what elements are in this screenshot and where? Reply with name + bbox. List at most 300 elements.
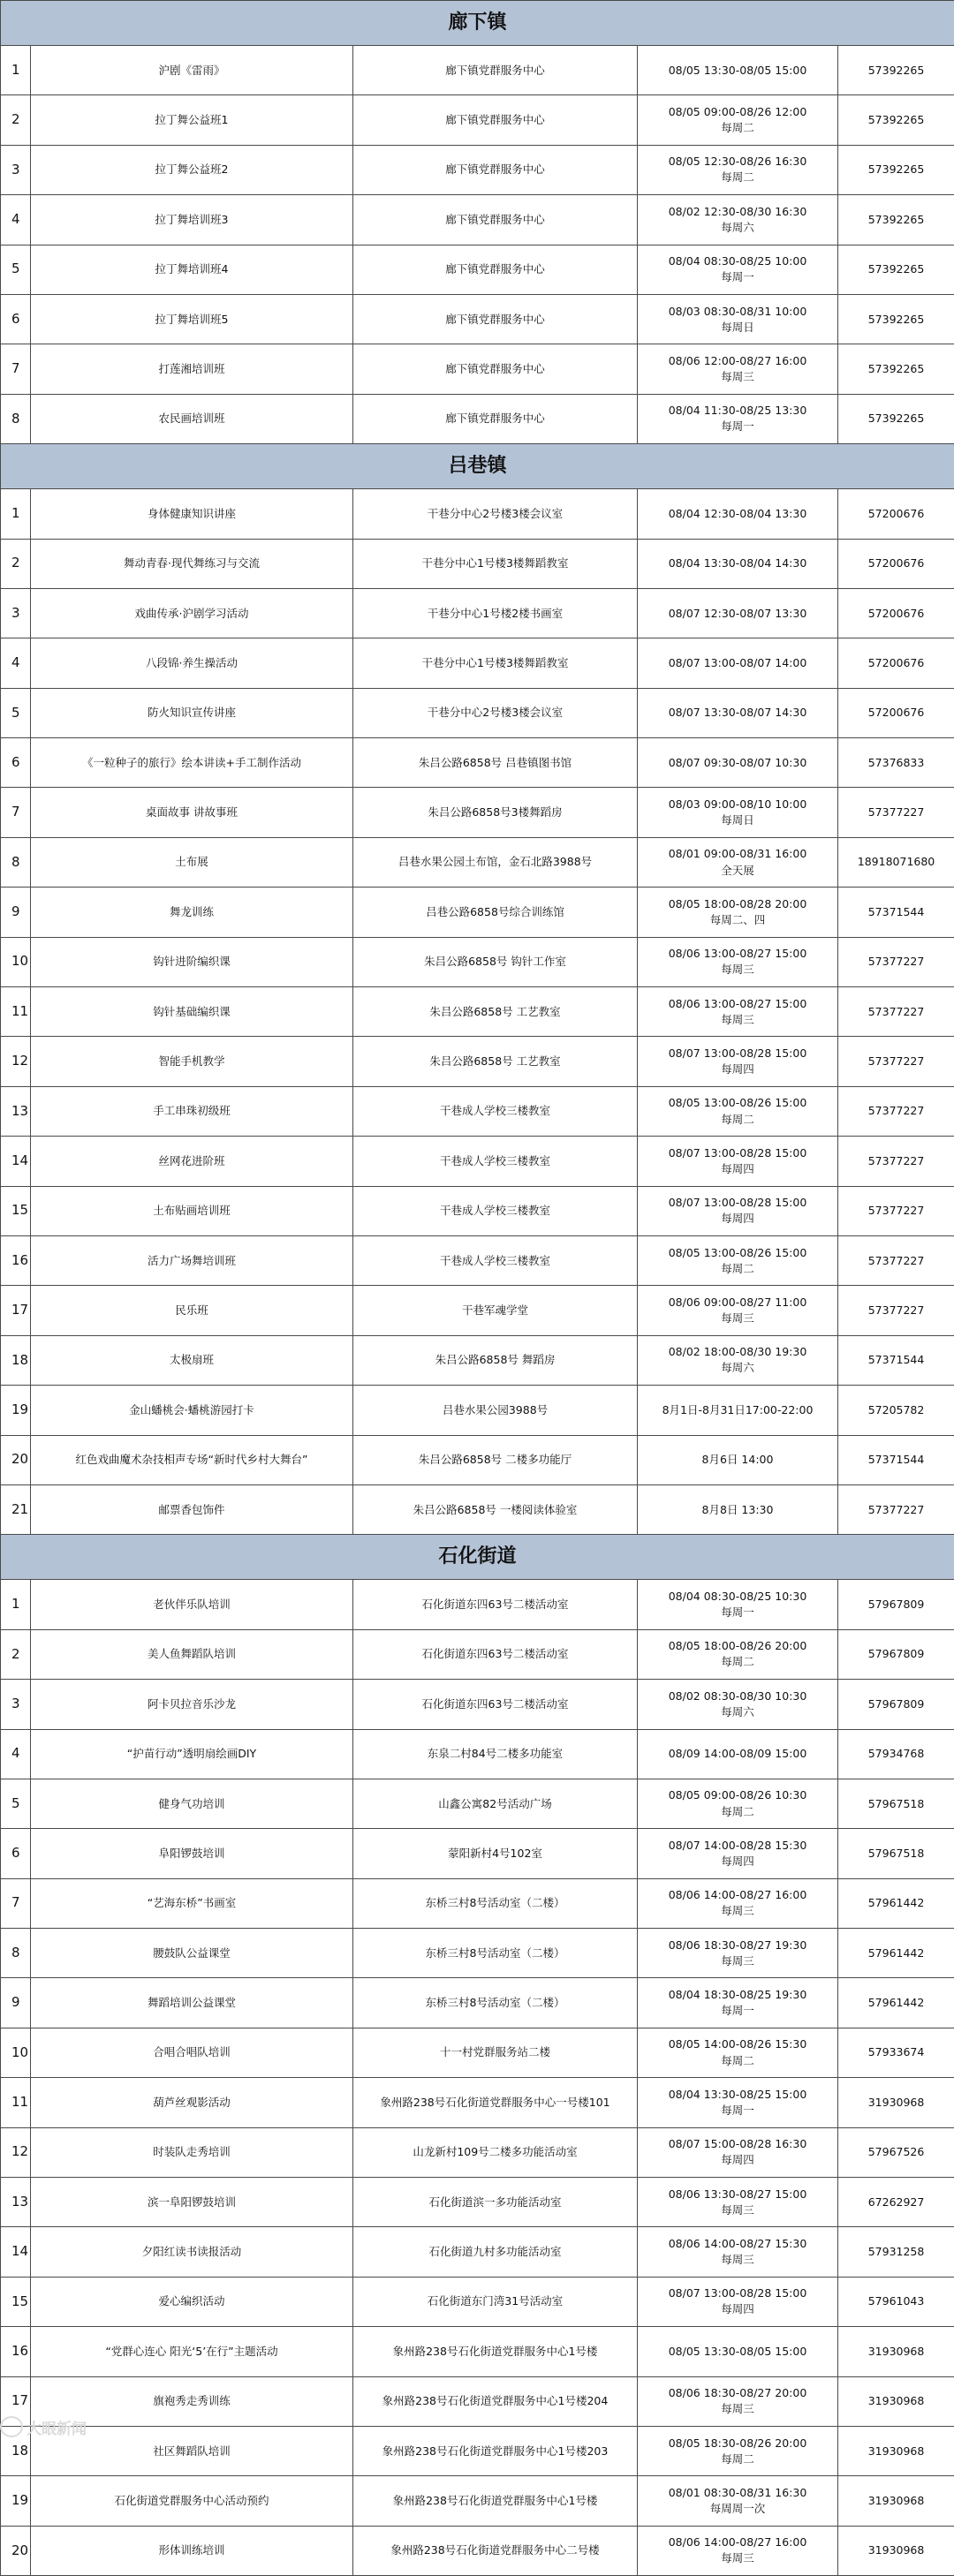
time-range: 08/07 13:30-08/07 14:30 [643,705,832,721]
activity-place: 朱吕公路6858号 二楼多功能厅 [353,1435,638,1484]
activity-name: 邮票香包饰件 [31,1484,353,1534]
activity-time [638,2526,838,2575]
time-range: 08/07 12:30-08/07 13:30 [643,606,832,622]
time-range: 08/05 18:00-08/28 20:00 [643,896,832,912]
activity-name: 防火知识宣传讲座 [31,688,353,737]
activity-place: 廊下镇党群服务中心 [353,46,638,95]
table-row [1,1580,954,1629]
contact-phone: 57377227 [838,1186,954,1235]
row-number: 8 [1,837,31,887]
activity-name: 钩针进阶编织课 [31,937,353,986]
row-number: 1 [1,46,31,95]
contact-phone: 57967809 [838,1680,954,1729]
activity-name: 拉丁舞培训班3 [31,195,353,245]
activity-place: 石化街道东四63号二楼活动室 [353,1680,638,1729]
time-range: 08/05 09:00-08/26 12:00 [643,104,832,120]
activity-time [638,987,838,1037]
contact-phone: 57933674 [838,2028,954,2077]
row-number: 18 [1,2426,31,2475]
table-row [1,788,954,837]
contact-phone: 57931258 [838,2227,954,2277]
contact-phone: 57377227 [838,987,954,1037]
time-range: 08/06 13:00-08/27 15:00 [643,996,832,1012]
row-number: 2 [1,1629,31,1679]
time-recurrence: 每周三 [643,369,832,385]
time-range: 08/06 13:00-08/27 15:00 [643,946,832,962]
time-recurrence: 每周四 [643,1161,832,1177]
activity-time [638,539,838,588]
activity-name: 形体训练培训 [31,2526,353,2575]
time-range: 08/06 18:30-08/27 19:30 [643,1938,832,1953]
table-row [1,1037,954,1086]
activity-name: 阜阳锣鼓培训 [31,1829,353,1878]
table-row [1,1484,954,1534]
row-number: 7 [1,344,31,394]
table-row [1,937,954,986]
time-range: 8月1日-8月31日17:00-22:00 [643,1402,832,1418]
table-row [1,2227,954,2277]
activity-name: 打莲湘培训班 [31,344,353,394]
contact-phone: 57392265 [838,245,954,294]
activity-place: 东桥三村8号活动室（二楼） [353,1978,638,2028]
contact-phone: 57371544 [838,1435,954,1484]
time-recurrence: 每周二 [643,120,832,136]
activity-name: 身体健康知识讲座 [31,489,353,539]
time-range: 08/05 13:30-08/05 15:00 [643,2344,832,2360]
activity-time [638,1235,838,1285]
table-row [1,1186,954,1235]
activity-time [638,1037,838,1086]
time-recurrence: 每周三 [643,1903,832,1919]
table-row [1,638,954,688]
table-row [1,837,954,887]
activity-time [638,2227,838,2277]
time-range: 08/07 14:00-08/28 15:30 [643,1838,832,1854]
table-row [1,1137,954,1186]
table-row [1,344,954,394]
row-number: 10 [1,937,31,986]
activity-place: 廊下镇党群服务中心 [353,95,638,145]
time-range: 08/04 11:30-08/25 13:30 [643,403,832,419]
time-range: 08/06 18:30-08/27 20:00 [643,2385,832,2401]
activity-name: 合唱合唱队培训 [31,2028,353,2077]
contact-phone: 57934768 [838,1729,954,1779]
table-row [1,1286,954,1335]
activity-name: 社区舞蹈队培训 [31,2426,353,2475]
contact-phone: 31930968 [838,2426,954,2475]
row-number: 17 [1,2376,31,2426]
time-recurrence: 每周二 [643,1261,832,1277]
activity-name: 戏曲传承·沪剧学习活动 [31,588,353,638]
row-number: 4 [1,195,31,245]
activity-time [638,1086,838,1136]
table-row [1,539,954,588]
section-header-row [1,1,954,46]
activity-place: 东桥三村8号活动室（二楼） [353,1878,638,1928]
activity-name: 旗袍秀走秀训练 [31,2376,353,2426]
activity-place: 石化街道九村多功能活动室 [353,2227,638,2277]
time-recurrence: 每周一 [643,1605,832,1620]
contact-phone: 57961442 [838,1929,954,1978]
row-number: 6 [1,294,31,344]
table-row [1,489,954,539]
time-recurrence: 每周三 [643,2550,832,2566]
activity-place: 象州路238号石化街道党群服务中心1号楼204 [353,2376,638,2426]
activity-time [638,1729,838,1779]
activity-place: 象州路238号石化街道党群服务中心一号楼101 [353,2078,638,2127]
time-range: 08/06 14:00-08/27 16:00 [643,1887,832,1903]
activity-time [638,688,838,737]
time-range: 08/04 12:30-08/04 13:30 [643,506,832,522]
activity-time [638,245,838,294]
activity-name: 健身气功培训 [31,1779,353,1828]
contact-phone: 57961442 [838,1878,954,1928]
contact-phone: 31930968 [838,2078,954,2127]
activity-time [638,1629,838,1679]
time-range: 08/05 13:30-08/05 15:00 [643,63,832,79]
time-range: 08/01 08:30-08/31 16:30 [643,2485,832,2501]
activity-name: 拉丁舞公益班1 [31,95,353,145]
activity-time [638,937,838,986]
activity-time [638,1386,838,1435]
activity-name: 舞蹈培训公益课堂 [31,1978,353,2028]
contact-phone: 57200676 [838,489,954,539]
time-range: 08/06 09:00-08/27 11:00 [643,1295,832,1311]
row-number: 3 [1,145,31,194]
activity-place: 象州路238号石化街道党群服务中心二号楼 [353,2526,638,2575]
time-recurrence: 每周二 [643,2451,832,2467]
activity-place: 干巷军魂学堂 [353,1286,638,1335]
activity-place: 东泉二村84号二楼多功能室 [353,1729,638,1779]
table-row [1,2178,954,2227]
activity-place: 干巷分中心2号楼3楼会议室 [353,489,638,539]
row-number: 1 [1,1580,31,1629]
activity-name: 土布贴画培训班 [31,1186,353,1235]
activity-time [638,2376,838,2426]
activity-name: “护苗行动”透明扇绘画DIY [31,1729,353,1779]
activity-time [638,2127,838,2177]
contact-phone: 57377227 [838,1286,954,1335]
activity-place: 石化街道滨一多功能活动室 [353,2178,638,2227]
row-number: 10 [1,2028,31,2077]
row-number: 9 [1,1978,31,2028]
row-number: 5 [1,1779,31,1828]
time-recurrence: 每周一 [643,269,832,285]
row-number: 6 [1,1829,31,1878]
time-recurrence: 每周六 [643,1704,832,1720]
activity-place: 廊下镇党群服务中心 [353,195,638,245]
activity-name: 智能手机教学 [31,1037,353,1086]
time-range: 08/05 09:00-08/26 10:30 [643,1787,832,1803]
activity-time [638,1779,838,1828]
time-range: 08/02 08:30-08/30 10:30 [643,1688,832,1704]
contact-phone: 57967526 [838,2127,954,2177]
time-range: 08/05 13:00-08/26 15:00 [643,1095,832,1111]
table-row [1,195,954,245]
row-number: 1 [1,489,31,539]
row-number: 8 [1,1929,31,1978]
time-range: 08/03 08:30-08/31 10:00 [643,304,832,320]
row-number: 14 [1,1137,31,1186]
activity-name: 太极扇班 [31,1335,353,1385]
activity-place: 朱吕公路6858号 工艺教室 [353,987,638,1037]
activity-place: 朱吕公路6858号 钩针工作室 [353,937,638,986]
contact-phone: 57392265 [838,46,954,95]
time-recurrence: 每周三 [643,1012,832,1028]
table-row [1,1235,954,1285]
activity-name: 拉丁舞公益班2 [31,145,353,194]
contact-phone: 57371544 [838,1335,954,1385]
activity-place: 朱吕公路6858号 舞蹈房 [353,1335,638,1385]
time-range: 08/06 13:30-08/27 15:00 [643,2187,832,2202]
activity-name: “艺海东桥”书画室 [31,1878,353,1928]
activity-place: 山龙新村109号二楼多功能活动室 [353,2127,638,2177]
row-number: 5 [1,245,31,294]
time-recurrence: 每周周一次 [643,2501,832,2517]
activity-time [638,2327,838,2376]
time-range: 08/02 12:30-08/30 16:30 [643,204,832,220]
contact-phone: 57392265 [838,344,954,394]
time-recurrence: 每周日 [643,320,832,336]
activity-name: 美人鱼舞蹈队培训 [31,1629,353,1679]
row-number: 2 [1,95,31,145]
contact-phone: 57377227 [838,1086,954,1136]
activity-place: 干巷分中心2号楼3楼会议室 [353,688,638,737]
time-range: 08/02 18:00-08/30 19:30 [643,1344,832,1360]
time-recurrence: 每周四 [643,2301,832,2317]
activity-place: 象州路238号石化街道党群服务中心1号楼 [353,2476,638,2526]
table-row [1,2277,954,2326]
contact-phone: 57967809 [838,1580,954,1629]
row-number: 2 [1,539,31,588]
activity-place: 廊下镇党群服务中心 [353,344,638,394]
row-number: 15 [1,1186,31,1235]
time-recurrence: 每周三 [643,1311,832,1326]
contact-phone: 57200676 [838,539,954,588]
activity-name: 石化街道党群服务中心活动预约 [31,2476,353,2526]
table-row [1,738,954,788]
watermark-logo-icon [0,2416,23,2437]
activity-place: 蒙阳新村4号102室 [353,1829,638,1878]
time-range: 08/01 09:00-08/31 16:00 [643,846,832,862]
activity-place: 廊下镇党群服务中心 [353,145,638,194]
row-number: 8 [1,394,31,443]
row-number: 9 [1,888,31,937]
activity-place: 东桥三村8号活动室（二楼） [353,1929,638,1978]
contact-phone: 57377227 [838,1484,954,1534]
table-row [1,394,954,443]
time-range: 08/07 13:00-08/28 15:00 [643,1046,832,1061]
time-recurrence: 每周二 [643,2053,832,2069]
row-number: 11 [1,987,31,1037]
contact-phone: 31930968 [838,2476,954,2526]
contact-phone: 57961442 [838,1978,954,2028]
table-row [1,245,954,294]
time-range: 08/07 09:30-08/07 10:30 [643,755,832,771]
activity-time [638,1186,838,1235]
activity-name: 钩针基础编织课 [31,987,353,1037]
contact-phone: 57376833 [838,738,954,788]
row-number: 4 [1,1729,31,1779]
time-recurrence: 每周六 [643,220,832,236]
activity-name: 农民画培训班 [31,394,353,443]
activity-name: 红色戏曲魔术杂技相声专场“新时代乡村大舞台” [31,1435,353,1484]
activity-place: 石化街道东四63号二楼活动室 [353,1580,638,1629]
time-range: 08/06 12:00-08/27 16:00 [643,353,832,369]
contact-phone: 57377227 [838,1037,954,1086]
activity-name: 舞动青春·现代舞练习与交流 [31,539,353,588]
table-row [1,2426,954,2475]
activity-time [638,2426,838,2475]
activity-place: 干巷分中心1号楼2楼书画室 [353,588,638,638]
table-row [1,1779,954,1828]
table-row [1,1680,954,1729]
activity-time [638,1580,838,1629]
activity-place: 干巷成人学校三楼教室 [353,1235,638,1285]
time-recurrence: 每周三 [643,2202,832,2218]
table-row [1,1878,954,1928]
activity-name: 葫芦丝观影活动 [31,2078,353,2127]
activity-time [638,46,838,95]
contact-phone: 57371544 [838,888,954,937]
contact-phone: 57392265 [838,145,954,194]
table-row [1,1978,954,2028]
row-number: 4 [1,638,31,688]
table-row [1,588,954,638]
time-recurrence: 每周一 [643,2103,832,2119]
activity-place: 吕巷公路6858号综合训练馆 [353,888,638,937]
row-number: 13 [1,2178,31,2227]
table-row [1,95,954,145]
activity-time [638,837,838,887]
contact-phone: 67262927 [838,2178,954,2227]
activity-time [638,2476,838,2526]
activity-place: 吕巷水果公园3988号 [353,1386,638,1435]
table-row [1,2327,954,2376]
contact-phone: 57377227 [838,1235,954,1285]
row-number: 20 [1,1435,31,1484]
time-range: 08/04 13:30-08/04 14:30 [643,555,832,571]
section-title: 廊下镇 [1,1,954,46]
table-row [1,46,954,95]
row-number: 16 [1,2327,31,2376]
activity-place: 象州路238号石化街道党群服务中心1号楼203 [353,2426,638,2475]
time-recurrence: 每周三 [643,2252,832,2268]
time-range: 08/05 18:00-08/26 20:00 [643,1638,832,1654]
time-range: 08/04 13:30-08/25 15:00 [643,2087,832,2103]
activity-name: 爱心编织活动 [31,2277,353,2326]
time-recurrence: 每周一 [643,419,832,434]
activity-name: 拉丁舞培训班5 [31,294,353,344]
contact-phone: 31930968 [838,2526,954,2575]
activity-name: 桌面故事 讲故事班 [31,788,353,837]
activity-time [638,788,838,837]
table-row [1,688,954,737]
time-recurrence: 每周三 [643,2401,832,2417]
activity-time [638,1484,838,1534]
table-row [1,2028,954,2077]
activity-time [638,489,838,539]
table-row [1,2476,954,2526]
activity-time [638,294,838,344]
row-number: 6 [1,738,31,788]
activity-name: 舞龙训练 [31,888,353,937]
activity-time [638,344,838,394]
table-row [1,888,954,937]
row-number: 13 [1,1086,31,1136]
row-number: 15 [1,2277,31,2326]
activity-time [638,1978,838,2028]
time-recurrence: 每周二、四 [643,912,832,928]
table-row [1,987,954,1037]
contact-phone: 57200676 [838,638,954,688]
time-range: 08/06 14:00-08/27 16:00 [643,2534,832,2550]
time-range: 08/04 08:30-08/25 10:00 [643,253,832,269]
time-recurrence: 每周三 [643,1953,832,1969]
table-row [1,1386,954,1435]
contact-phone: 57377227 [838,788,954,837]
contact-phone: 57205782 [838,1386,954,1435]
contact-phone: 57392265 [838,195,954,245]
activity-place: 干巷分中心1号楼3楼舞蹈教室 [353,539,638,588]
time-recurrence: 全天展 [643,863,832,879]
activity-time [638,1929,838,1978]
time-range: 08/07 15:00-08/28 16:30 [643,2136,832,2152]
activity-name: 滨一阜阳锣鼓培训 [31,2178,353,2227]
watermark-text: 大眼新闻 [26,2416,87,2438]
activity-time [638,1435,838,1484]
contact-phone: 31930968 [838,2376,954,2426]
table-row [1,2376,954,2426]
contact-phone: 57392265 [838,394,954,443]
activity-time [638,195,838,245]
time-range: 08/03 09:00-08/10 10:00 [643,797,832,812]
section-header-row [1,1535,954,1580]
row-number: 12 [1,1037,31,1086]
table-row [1,1729,954,1779]
activity-time [638,1335,838,1385]
activity-time [638,738,838,788]
time-range: 08/05 14:00-08/26 15:30 [643,2036,832,2052]
time-range: 8月8日 13:30 [643,1502,832,1518]
activity-time [638,145,838,194]
time-range: 08/05 18:30-08/26 20:00 [643,2436,832,2451]
activity-name: 阿卡贝拉音乐沙龙 [31,1680,353,1729]
time-recurrence: 每周四 [643,2152,832,2168]
row-number: 19 [1,2476,31,2526]
activity-place: 石化街道东四63号二楼活动室 [353,1629,638,1679]
activity-name: 沪剧《雷雨》 [31,46,353,95]
activity-name: 土布展 [31,837,353,887]
table-row [1,1086,954,1136]
table-row [1,294,954,344]
contact-phone: 57200676 [838,688,954,737]
time-range: 08/04 08:30-08/25 10:30 [643,1589,832,1605]
time-range: 08/04 18:30-08/25 19:30 [643,1987,832,2003]
activity-place: 廊下镇党群服务中心 [353,394,638,443]
activity-name: 夕阳红读书读报活动 [31,2227,353,2277]
activity-time [638,638,838,688]
activity-place: 十一村党群服务站二楼 [353,2028,638,2077]
activity-place: 朱吕公路6858号 工艺教室 [353,1037,638,1086]
time-range: 08/06 14:00-08/27 15:30 [643,2236,832,2252]
activity-name: 活力广场舞培训班 [31,1235,353,1285]
activity-time [638,95,838,145]
activity-place: 干巷成人学校三楼教室 [353,1137,638,1186]
table-row [1,2078,954,2127]
row-number: 7 [1,1878,31,1928]
table-row [1,1929,954,1978]
